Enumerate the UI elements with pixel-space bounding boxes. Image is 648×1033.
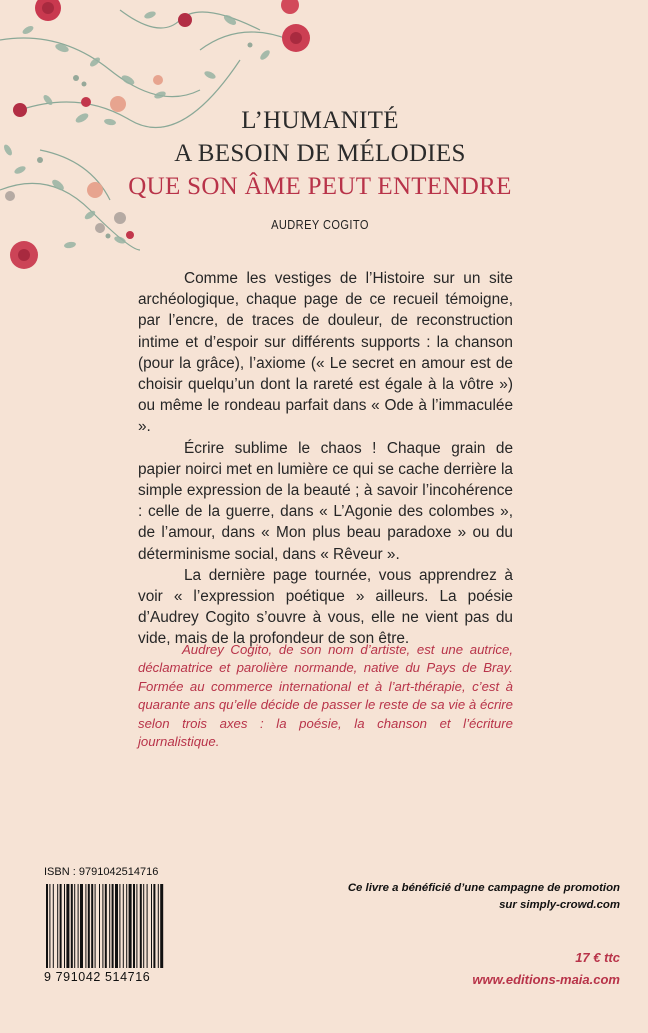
barcode-bar (74, 884, 75, 968)
barcode-bar (112, 884, 114, 968)
promo-line-2: sur simply-crowd.com (499, 899, 620, 911)
barcode-bar (158, 884, 159, 968)
barcode-bar (102, 884, 103, 968)
barcode-bar (78, 884, 79, 968)
barcode-bar (109, 884, 110, 968)
price: 17 € ttc (575, 950, 620, 965)
author-bio (138, 641, 513, 751)
promo-line-1: Ce livre a bénéficié d’une campagne de promotion (347, 882, 620, 894)
barcode-bars (44, 884, 166, 970)
barcode-bar (57, 884, 58, 968)
barcode-bar (129, 884, 132, 968)
barcode-bar (71, 884, 73, 968)
barcode-bar (123, 884, 124, 968)
book-title (100, 104, 540, 203)
barcode-bar (115, 884, 118, 968)
back-cover-blurb (138, 268, 513, 650)
barcode-bar (143, 884, 144, 968)
barcode-digits: 9 791042 514716 (44, 970, 151, 984)
author-name: AUDREY COGITO (271, 217, 369, 232)
publisher-website: www.editions-maia.com (472, 972, 620, 987)
barcode-bar (105, 884, 107, 968)
barcode-bar (85, 884, 86, 968)
barcode-bar (80, 884, 83, 968)
barcode-bar (46, 884, 48, 968)
barcode-bar (53, 884, 54, 968)
barcode-bar (119, 884, 120, 968)
title-line-2: A BESOIN DE MÉLODIES (174, 140, 466, 167)
barcode-bar (88, 884, 90, 968)
barcode-bar (99, 884, 100, 968)
barcode-bar (64, 884, 65, 968)
author-bio-text: Audrey Cogito, de son nom d’artiste, est une autrice, déclamatrice et parolière normande, native du Pays de Bray. Formée au commerce international et à l’art-thérapie, c’est à quarante ans qu’elle décide de passer le reste de sa vie à écrire selon trois axes : la poésie, la chanson et l’écriture journalistique. (138, 642, 513, 750)
title-line-3: QUE SON ÂME PEUT ENTENDRE (128, 173, 512, 200)
barcode-bar (147, 884, 148, 968)
barcode-bar (133, 884, 135, 968)
blurb-paragraph-2: Écrire sublime le chaos ! Chaque grain de papier noirci met en lumière ce qui se cache derrière la simple expression de la beauté ; à savoir l’incohérence : celle de la guerre, dans « L’Agonie des colombes », de l’amour, dans « Mon plus beau paradoxe » ou du déterminisme social, dans « Rêveur ». (138, 439, 513, 563)
barcode-bar (140, 884, 142, 968)
barcode-bar (126, 884, 127, 968)
barcode-bar (153, 884, 155, 968)
blurb-paragraph-3: La dernière page tournée, vous apprendrez à voir « l’expression poétique » ailleurs. La poésie d’Audrey Cogito s’ouvre à vous, elle ne vient pas du vide, mais de la profondeur de son être. (138, 566, 513, 648)
barcode-bar (95, 884, 96, 968)
barcode-bar (49, 884, 50, 968)
barcode-bar (91, 884, 93, 968)
barcode-bar (60, 884, 62, 968)
barcode-bar (136, 884, 137, 968)
promo-note (290, 880, 620, 914)
blurb-paragraph-1: Comme les vestiges de l’Histoire sur un site archéologique, chaque page de ce recueil témoigne, par l’encre, de traces de douleur, de reconstruction intime et d’espoir sur différents supports : la chanson (pour la grâce), l’axiome (« Le secret en amour est de choisir quelqu’un dont la rareté est égale à la vôtre ») ou même le rondeau parfait dans « Ode à l’immaculée ». (138, 270, 513, 436)
barcode-bar (151, 884, 152, 968)
isbn-label: ISBN : 9791042514716 (44, 866, 159, 878)
barcode-bar (160, 884, 163, 968)
barcode-bar (66, 884, 69, 968)
title-line-1: L’HUMANITÉ (241, 107, 399, 134)
